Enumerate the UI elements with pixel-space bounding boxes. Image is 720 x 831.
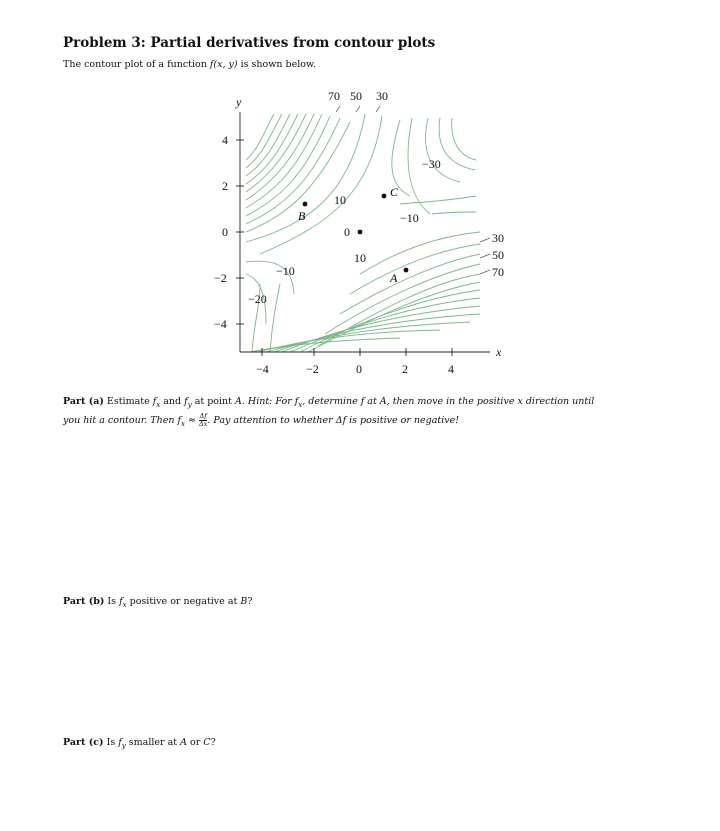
frac-bottom: Δx — [198, 419, 208, 428]
contour-line — [270, 284, 280, 352]
part-c-label: Part (c) — [63, 737, 104, 748]
leader-line — [480, 270, 490, 274]
contour-value-label: 30 — [376, 89, 388, 103]
part-c-q: ? — [210, 737, 216, 748]
frac-top: Δf — [199, 411, 207, 420]
contour-value-label: 70 — [328, 89, 340, 103]
contour-line — [290, 298, 480, 352]
leader-line — [376, 106, 380, 112]
point-c-label: C — [390, 185, 399, 199]
part-b-label: Part (b) — [63, 596, 105, 607]
contour-plot — [200, 84, 520, 384]
x-tick-label: 0 — [356, 362, 362, 376]
part-c-subscript: y — [121, 741, 126, 750]
y-tick-label: −4 — [214, 317, 227, 331]
part-a — [63, 394, 663, 432]
intro-function: f(x, y) — [209, 59, 238, 70]
part-a-label: Part (a) — [63, 396, 104, 407]
part-b-point: B — [240, 596, 248, 607]
contour-line — [426, 118, 460, 182]
part-b-text-1: Is — [107, 596, 117, 607]
hint-part-4: . Pay attention to whether Δf is positive or negative! — [207, 414, 460, 426]
contour-line — [246, 116, 330, 216]
y-tick-label: −2 — [214, 271, 227, 285]
part-c-or: or — [190, 737, 201, 748]
contour-line — [400, 196, 476, 204]
contour-value-label: 30 — [492, 231, 504, 245]
part-b-text-2: positive or negative at — [129, 596, 238, 607]
fy-symbol: f — [184, 396, 188, 407]
y-axis-label: y — [236, 95, 242, 109]
x-tick-label: −2 — [306, 362, 319, 376]
contour-value-label: −20 — [248, 292, 267, 306]
contour-value-label: 70 — [492, 265, 504, 279]
hint-subscript: x — [298, 400, 303, 409]
leader-line — [336, 106, 340, 112]
y-tick-label: 4 — [222, 133, 228, 147]
contour-line — [246, 114, 282, 168]
point-b — [303, 202, 308, 207]
hint-part-1: Hint: For f — [247, 396, 299, 407]
part-b-f: f — [119, 596, 123, 607]
part-a-at-point: at point — [194, 396, 232, 407]
part-b-q: ? — [247, 596, 253, 607]
intro-text — [63, 59, 316, 70]
problem-title: Problem 3: Partial derivatives from contour plots — [63, 35, 436, 51]
contour-line — [246, 114, 322, 208]
part-c — [63, 735, 663, 754]
contour-value-label: 10 — [354, 251, 366, 265]
intro-lead: The contour plot of a function — [63, 59, 207, 70]
contour-lines — [246, 114, 480, 352]
part-a-and: and — [163, 396, 182, 407]
part-c-text-1: Is — [106, 737, 116, 748]
hint-subscript-2: x — [181, 419, 185, 428]
part-c-text-2: smaller at — [128, 737, 178, 748]
contour-value-label: 50 — [492, 248, 504, 262]
hint-part-2: , determine f at A, then move in the positive x direction until — [302, 396, 595, 407]
approx-sign: ≈ — [187, 414, 196, 426]
contour-line — [266, 322, 470, 352]
contour-line — [325, 264, 480, 334]
point-c — [382, 194, 387, 199]
part-a-point: A. — [235, 396, 245, 407]
contour-value-label: 10 — [334, 193, 346, 207]
part-c-point-1: A — [180, 737, 187, 748]
contour-line — [246, 114, 314, 200]
point-a-label: A — [390, 271, 398, 285]
y-tick-label: 0 — [222, 225, 228, 239]
point-a — [404, 268, 409, 273]
part-c-f: f — [118, 737, 122, 748]
leader-line — [480, 238, 490, 242]
x-tick-label: 2 — [402, 362, 408, 376]
fy-subscript: y — [187, 400, 192, 409]
point-b-label: B — [298, 209, 306, 223]
contour-line — [439, 118, 475, 170]
leader-line — [356, 106, 360, 112]
part-b — [63, 594, 663, 613]
leader-line — [480, 254, 490, 258]
x-axis-label: x — [496, 345, 502, 359]
point-origin — [358, 230, 363, 235]
contour-line — [432, 212, 476, 214]
y-tick-label: 2 — [222, 179, 228, 193]
x-tick-label: 4 — [448, 362, 454, 376]
x-tick-label: −4 — [256, 362, 269, 376]
contour-line — [452, 118, 476, 160]
fx-symbol: f — [152, 396, 157, 407]
hint-part-3: you hit a contour. Then f — [63, 414, 181, 426]
part-b-subscript: x — [122, 600, 127, 609]
part-a-text: Estimate — [106, 396, 150, 407]
contour-line — [360, 232, 480, 274]
contour-value-label: 50 — [350, 89, 362, 103]
points — [298, 185, 408, 285]
fx-subscript: x — [156, 400, 161, 409]
origin-label: 0 — [344, 225, 350, 239]
contour-plot-svg — [200, 84, 520, 384]
contour-value-label: −10 — [276, 264, 295, 278]
contour-line — [246, 114, 298, 184]
part-c-point-2: C — [203, 737, 211, 748]
intro-tail: is shown below. — [240, 59, 317, 70]
contour-line — [300, 290, 480, 352]
contour-value-label: −10 — [400, 211, 419, 225]
contour-value-label: −30 — [422, 157, 441, 171]
